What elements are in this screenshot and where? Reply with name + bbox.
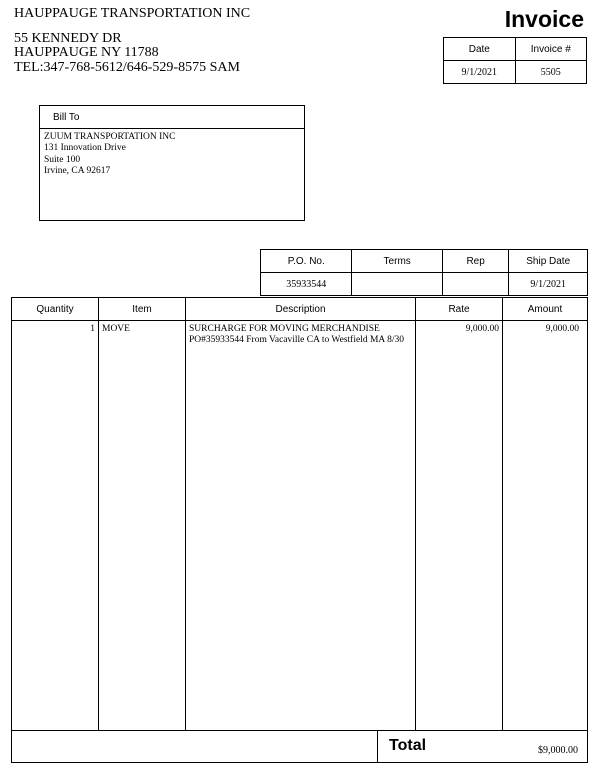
bill-to-line4: Irvine, CA 92617 [44, 165, 111, 176]
row-description-line1: SURCHARGE FOR MOVING MERCHANDISE [189, 324, 380, 334]
description-header: Description [186, 298, 415, 321]
invoice-number-header: Invoice # [515, 38, 586, 61]
rep-value [442, 273, 509, 296]
total-amount: $9,000.00 [538, 745, 578, 756]
company-address-line1: 55 KENNEDY DR [14, 31, 122, 46]
bill-to-address [40, 129, 304, 180]
ship-date: 9/1/2021 [509, 273, 588, 296]
description-column [186, 298, 416, 730]
total-divider [377, 731, 378, 762]
invoice-number: 5505 [515, 61, 586, 84]
date-header: Date [444, 38, 516, 61]
row-description-line2: PO#35933544 From Vacaville CA to Westfield MA 8/30 [189, 335, 405, 345]
row-description [186, 321, 415, 346]
total-label: Total [389, 737, 427, 754]
quantity-header: Quantity [12, 298, 98, 321]
ship-date-header: Ship Date [509, 250, 588, 273]
amount-column [503, 298, 587, 730]
quantity-column [12, 298, 99, 730]
order-info-table [260, 249, 588, 296]
terms-value [352, 273, 442, 296]
row-rate: 9,000.00 [465, 324, 499, 334]
rate-header: Rate [416, 298, 502, 321]
item-header: Item [99, 298, 185, 321]
row-quantity: 1 [90, 324, 95, 334]
po-number-header: P.O. No. [261, 250, 352, 273]
line-items-table [11, 297, 588, 731]
item-column [99, 298, 186, 730]
bill-to-line2: 131 Innovation Drive [44, 143, 126, 154]
bill-to-header: Bill To [40, 106, 304, 129]
total-row [11, 730, 588, 763]
row-amount: 9,000.00 [545, 324, 579, 334]
terms-header: Terms [352, 250, 442, 273]
company-name: HAUPPAUGE TRANSPORTATION INC [14, 6, 251, 21]
bill-to-line3: Suite 100 [44, 154, 81, 165]
company-address-line2: HAUPPAUGE NY 11788 [14, 45, 159, 60]
po-number: 35933544 [261, 273, 352, 296]
invoice-title: Invoice [504, 6, 584, 32]
rep-header: Rep [442, 250, 509, 273]
amount-header: Amount [503, 298, 587, 321]
invoice-meta-table [443, 37, 587, 84]
bill-to-line1: ZUUM TRANSPORTATION INC [44, 132, 176, 142]
row-item: MOVE [102, 324, 130, 334]
rate-column [416, 298, 503, 730]
invoice-date: 9/1/2021 [444, 61, 516, 84]
company-phone: TEL:347-768-5612/646-529-8575 SAM [14, 60, 240, 75]
bill-to-box [39, 105, 305, 221]
